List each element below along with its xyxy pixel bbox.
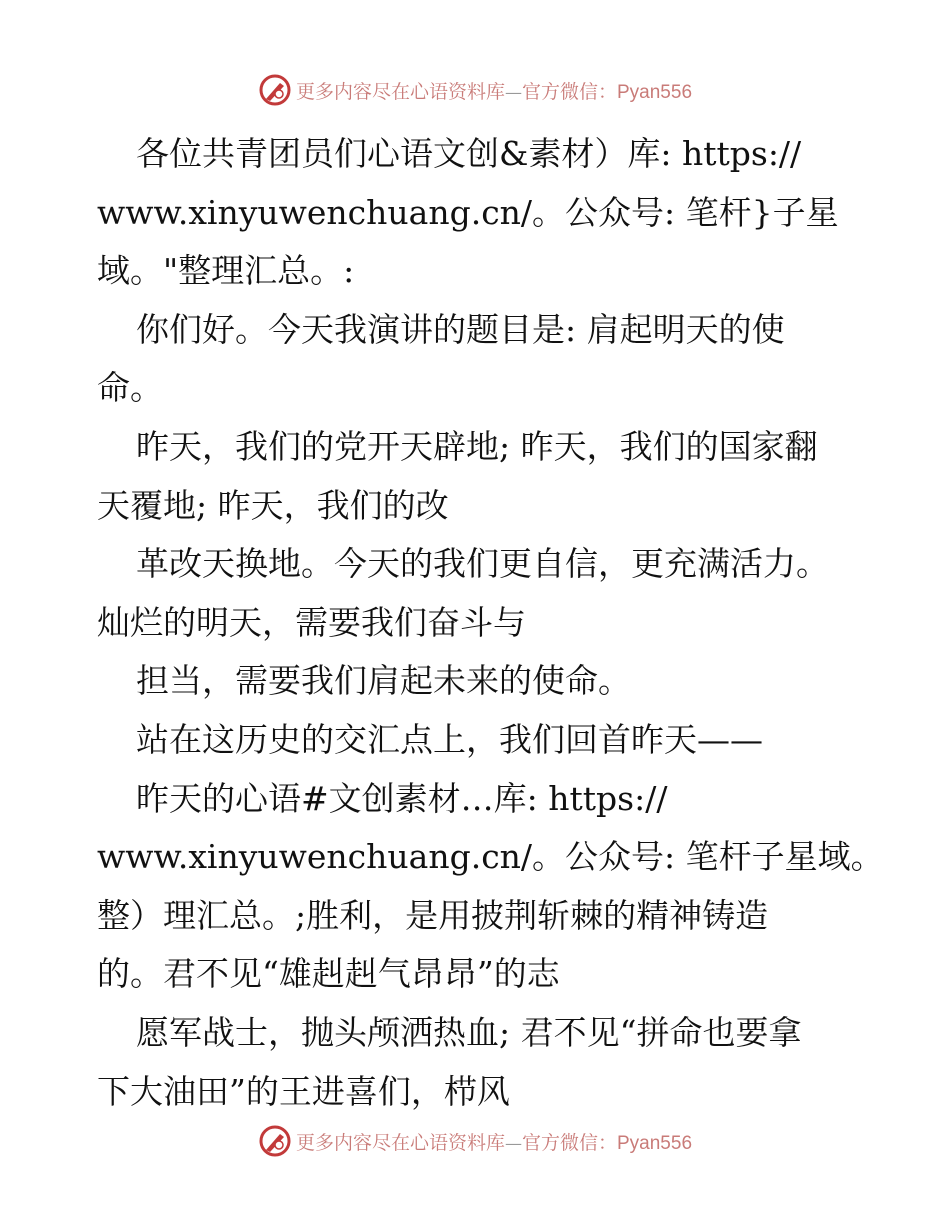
text-line: 革改天换地。今天的我们更自信，更充满活力。 <box>136 544 829 584</box>
red-pen-circle-logo-icon <box>258 73 292 107</box>
text-line: 昨天，我们的党开天辟地; 昨天，我们的国家翻 <box>136 426 818 466</box>
text-line: www.xinyuwenchuang.cn/。公众号: 笔杆子星域。 <box>97 837 884 877</box>
text-line: 愿军战士，抛头颅洒热血; 君不见“拼命也要拿 <box>136 1012 802 1052</box>
text-line: 各位共青团员们心语文创&素材）库: https:// <box>136 134 802 173</box>
watermark-text: 更多内容尽在心语资料库—官方微信：Pyan556 <box>295 80 693 103</box>
text-line: 域。"整理汇总。: <box>97 251 355 291</box>
text-line: 下大油田”的王进喜们，栉风 <box>97 1071 510 1111</box>
text-line: www.xinyuwenchuang.cn/。公众号: 笔杆}子星 <box>97 192 839 232</box>
text-line: 的。君不见“雄赳赳气昂昂”的志 <box>97 954 560 994</box>
text-line: 你们好。今天我演讲的题目是: 肩起明天的使 <box>136 309 785 349</box>
red-pen-circle-logo-icon <box>258 1124 292 1158</box>
text-line: 天覆地; 昨天，我们的改 <box>97 485 449 525</box>
document-body <box>97 125 897 1121</box>
text-line: 整）理汇总。;胜利，是用披荆斩棘的精神铸造 <box>97 895 769 935</box>
text-line: 昨天的心语#文创素材…库: https:// <box>136 778 668 818</box>
footer-watermark <box>0 1121 950 1161</box>
text-line: 担当，需要我们肩起未来的使命。 <box>136 661 631 701</box>
header-watermark <box>0 70 950 110</box>
text-line: 命。 <box>97 368 163 408</box>
watermark-text: 更多内容尽在心语资料库—官方微信：Pyan556 <box>295 1131 693 1154</box>
text-line: 灿烂的明天，需要我们奋斗与 <box>97 602 526 642</box>
text-line: 站在这历史的交汇点上，我们回首昨天—— <box>136 719 763 759</box>
